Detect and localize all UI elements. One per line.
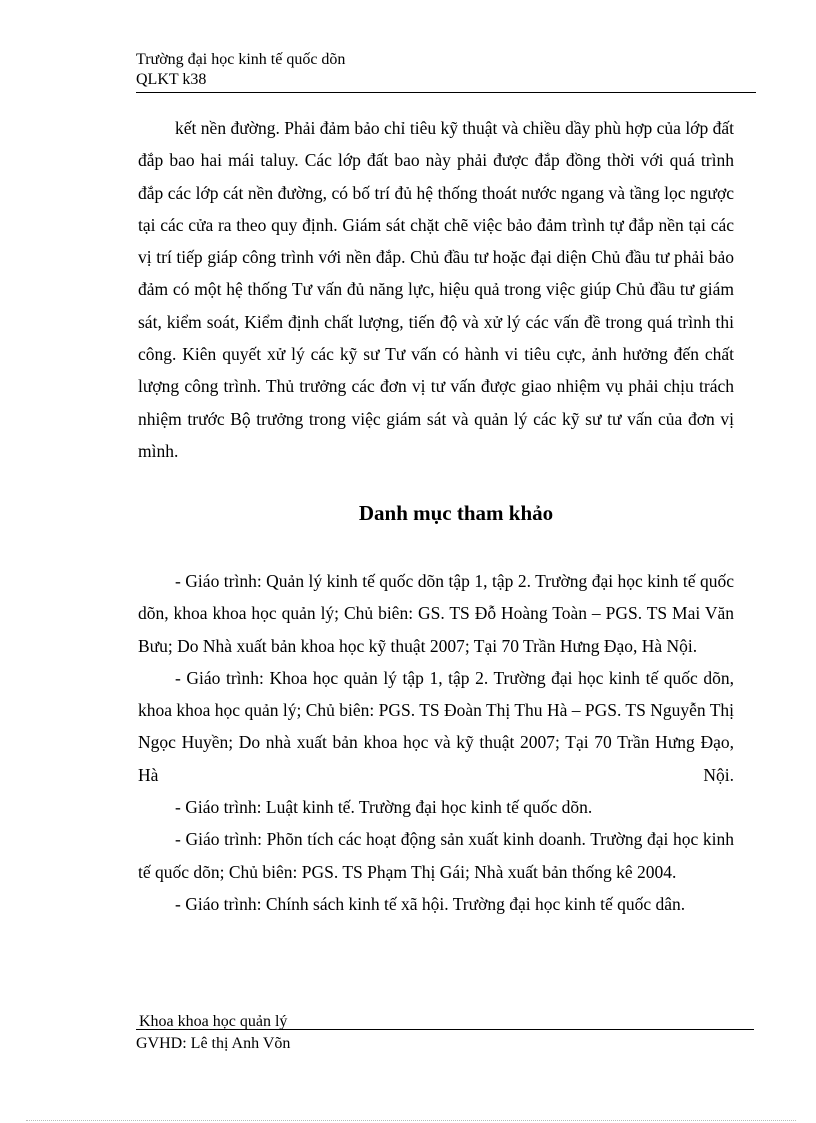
body-section	[138, 112, 734, 467]
references-list	[138, 565, 734, 920]
page-header	[136, 50, 756, 90]
page-bottom-edge	[26, 1120, 796, 1121]
reference-item-4: - Giáo trình: Phõn tích các hoạt động sản xuất kinh doanh. Trường đại học kinh tế quốc dõn; Chủ biên: PGS. TS Phạm Thị Gái; Nhà xuất bản thống kê 2004.	[138, 829, 734, 882]
footer-department: Khoa khoa học quản lý	[139, 1013, 288, 1030]
reference-item-2: - Giáo trình: Khoa học quản lý tập 1, tập 2. Trường đại học kinh tế quốc dõn, khoa khoa học quản lý; Chủ biên: PGS. TS Đoàn Thị Thu Hà – PGS. TS Nguyễn Thị Ngọc Huyền; Do nhà xuất bản khoa học và kỹ thuật 2007; Tại 70 Trần Hưng Đạo, Hà Nội.	[138, 667, 734, 785]
header-school: Trường đại học kinh tế quốc dõn	[136, 51, 346, 68]
footer-advisor: GVHD: Lê thị Anh Võn	[136, 1035, 291, 1052]
header-class: QLKT k38	[136, 71, 207, 88]
reference-item-5: - Giáo trình: Chính sách kinh tế xã hội. Trường đại học kinh tế quốc dân.	[175, 893, 686, 914]
references-title: Danh mục tham khảo	[358, 501, 554, 525]
reference-item-1: - Giáo trình: Quản lý kinh tế quốc dõn tập 1, tập 2. Trường đại học kinh tế quốc dõn, khoa khoa học quản lý; Chủ biên: GS. TS Đỗ Hoàng Toàn – PGS. TS Mai Văn Bưu; Do Nhà xuất bản khoa học kỹ thuật 2007; Tại 70 Trần Hưng Đạo, Hà Nội.	[138, 571, 734, 656]
header-divider	[136, 92, 756, 93]
body-paragraph: kết nền đường. Phải đảm bảo chỉ tiêu kỹ thuật và chiều dầy phù hợp của lớp đất đắp bao hai mái taluy. Các lớp đất bao này phải được đắp đồng thời với quá trình đắp các lớp cát nền đường, có bố trí đủ hệ thống thoát nước ngang và tầng lọc ngược tại các cửa ra theo quy định. Giám sát chặt chẽ việc bảo đảm trình tự đắp nền tại các vị trí tiếp giáp công trình với nền đắp. Chủ đầu tư hoặc đại diện Chủ đầu tư phải bảo đảm có một hệ thống Tư vấn đủ năng lực, hiệu quả trong việc giúp Chủ đầu tư giám sát, kiểm soát, Kiểm định chất lượng, tiến độ và xử lý các vấn đề trong quá trình thi công. Kiên quyết xử lý các kỹ sư Tư vấn có hành vi tiêu cực, ảnh hưởng đến chất lượng công trình. Thủ trưởng các đơn vị tư vấn được giao nhiệm vụ phải chịu trách nhiệm trước Bộ trưởng trong việc giám sát và quản lý các kỹ sư tư vấn của đơn vị mình.	[138, 118, 734, 461]
footer-divider	[136, 1029, 754, 1030]
reference-item-3: - Giáo trình: Luật kinh tế. Trường đại học kinh tế quốc dõn.	[175, 797, 593, 818]
